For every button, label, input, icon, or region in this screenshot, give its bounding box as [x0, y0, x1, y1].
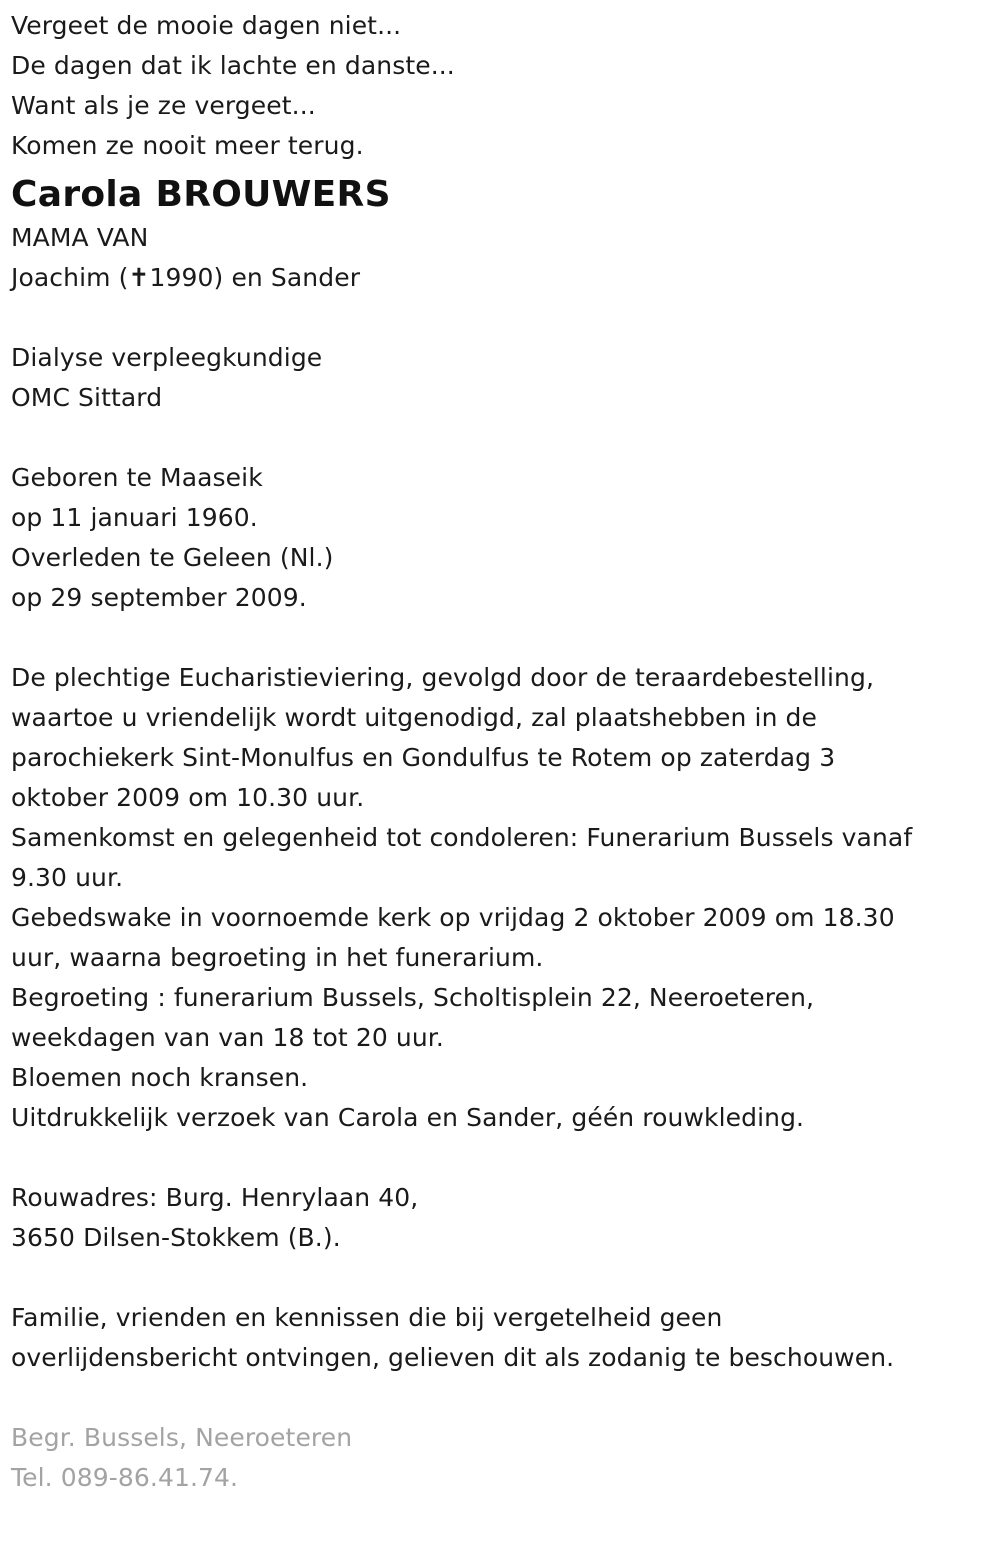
poem [11, 6, 1000, 166]
ceremony-line: waartoe u vriendelijk wordt uitgenodigd, zal plaatshebben in de [11, 703, 818, 732]
workplace-line: OMC Sittard [11, 383, 163, 412]
birth-date: op 11 januari 1960. [11, 503, 258, 532]
ceremony-line: Gebedswake in voornoemde kerk op vrijdag 2 oktober 2009 om 18.30 [11, 903, 895, 932]
notice-line: overlijdensbericht ontvingen, gelieven dit als zodanig te beschouwen. [11, 1343, 895, 1372]
spacer [11, 1258, 1000, 1298]
ceremony-line: 9.30 uur. [11, 863, 124, 892]
spacer [11, 418, 1000, 458]
death-date: op 29 september 2009. [11, 583, 307, 612]
spacer [11, 1378, 1000, 1418]
address-line: 3650 Dilsen-Stokkem (B.). [11, 1223, 341, 1252]
spacer [11, 618, 1000, 658]
ceremony-line: parochiekerk Sint-Monulfus en Gondulfus te Rotem op zaterdag 3 [11, 743, 836, 772]
poem-line: Vergeet de mooie dagen niet... [11, 11, 402, 40]
funeral-home-name: Begr. Bussels, Neeroeteren [11, 1423, 353, 1452]
ceremony-line: De plechtige Eucharistieviering, gevolgd door de teraardebestelling, [11, 663, 874, 692]
profession-line: Dialyse verpleegkundige [11, 343, 323, 372]
ceremony-line: Samenkomst en gelegenheid tot condoleren: Funerarium Bussels vanaf [11, 823, 913, 852]
ceremony-block [11, 658, 1000, 1138]
children-line: Joachim (✝1990) en Sander [11, 263, 361, 292]
funeral-home-block [11, 1418, 1000, 1498]
ceremony-line: Bloemen noch kransen. [11, 1063, 309, 1092]
spacer [11, 1138, 1000, 1178]
funeral-home-phone: Tel. 089-86.41.74. [11, 1463, 239, 1492]
ceremony-line: uur, waarna begroeting in het funerarium. [11, 943, 544, 972]
poem-line: Want als je ze vergeet... [11, 91, 316, 120]
death-place: Overleden te Geleen (Nl.) [11, 543, 334, 572]
life-dates-block [11, 458, 1000, 618]
address-line: Rouwadres: Burg. Henrylaan 40, [11, 1183, 419, 1212]
ceremony-line: weekdagen van van 18 tot 20 uur. [11, 1023, 444, 1052]
birth-place: Geboren te Maaseik [11, 463, 263, 492]
ceremony-line: oktober 2009 om 10.30 uur. [11, 783, 365, 812]
spacer [11, 298, 1000, 338]
address-block [11, 1178, 1000, 1258]
poem-line: Komen ze nooit meer terug. [11, 131, 364, 160]
notice-line: Familie, vrienden en kennissen die bij vergetelheid geen [11, 1303, 723, 1332]
relation-label: MAMA VAN [11, 223, 149, 252]
poem-line: De dagen dat ik lachte en danste... [11, 51, 455, 80]
ceremony-line: Begroeting : funerarium Bussels, Scholtisplein 22, Neeroeteren, [11, 983, 815, 1012]
notice-block [11, 1298, 1000, 1378]
deceased-name: Carola BROUWERS [11, 174, 391, 215]
ceremony-line: Uitdrukkelijk verzoek van Carola en Sander, géén rouwkleding. [11, 1103, 805, 1132]
profession-block [11, 338, 1000, 418]
